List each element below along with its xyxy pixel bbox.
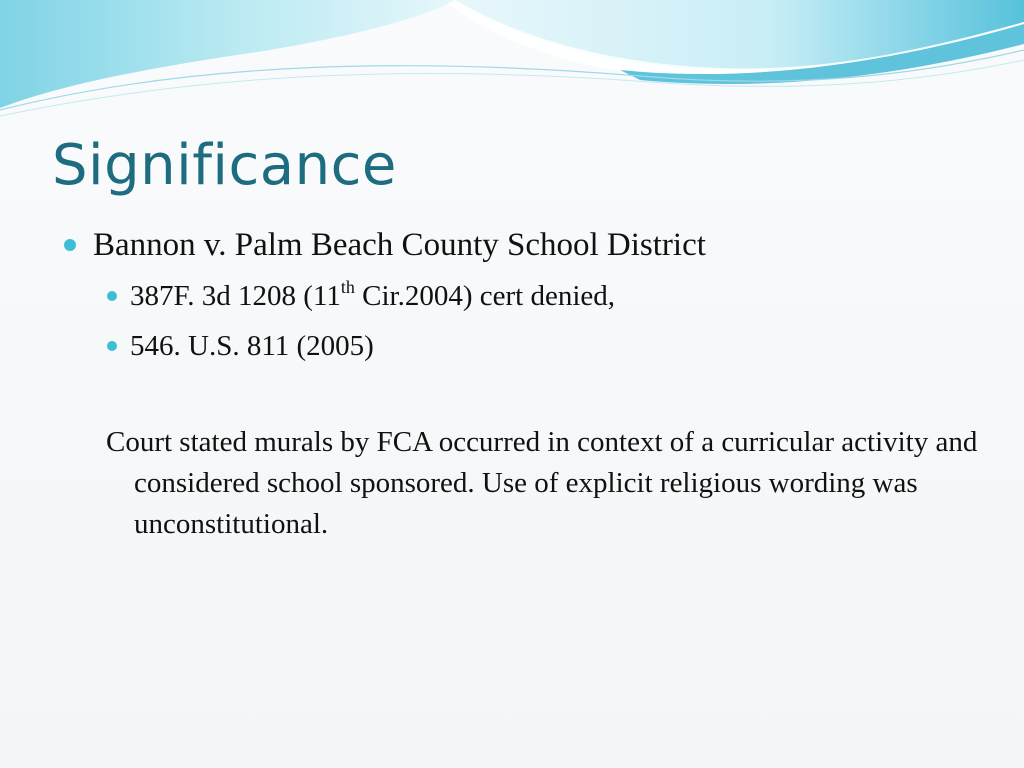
slide-title: Significance: [52, 133, 397, 198]
citation-text-before: 387F. 3d 1208 (11: [130, 280, 341, 312]
bullet-text: [130, 277, 615, 315]
bullet-text: 546. U.S. 811 (2005): [130, 330, 374, 362]
bullet-level1-case-name: [64, 224, 706, 266]
citation-superscript: th: [340, 277, 355, 297]
body-paragraph: Court stated murals by FCA occurred in context of a curricular activity and considered school sponsored. Use of explicit religious wording was unconstitutional.: [106, 426, 978, 540]
decorative-wave-header: [0, 0, 1024, 130]
citation-text-after: Cir.2004) cert denied,: [354, 280, 616, 312]
bullet-level2-citation-us: [107, 327, 374, 365]
bullet-dot-icon: [107, 291, 117, 301]
bullet-dot-icon: [64, 239, 76, 251]
bullet-text: Bannon v. Palm Beach County School District: [93, 227, 706, 263]
bullet-level2-citation: [107, 277, 615, 315]
bullet-dot-icon: [107, 341, 117, 351]
